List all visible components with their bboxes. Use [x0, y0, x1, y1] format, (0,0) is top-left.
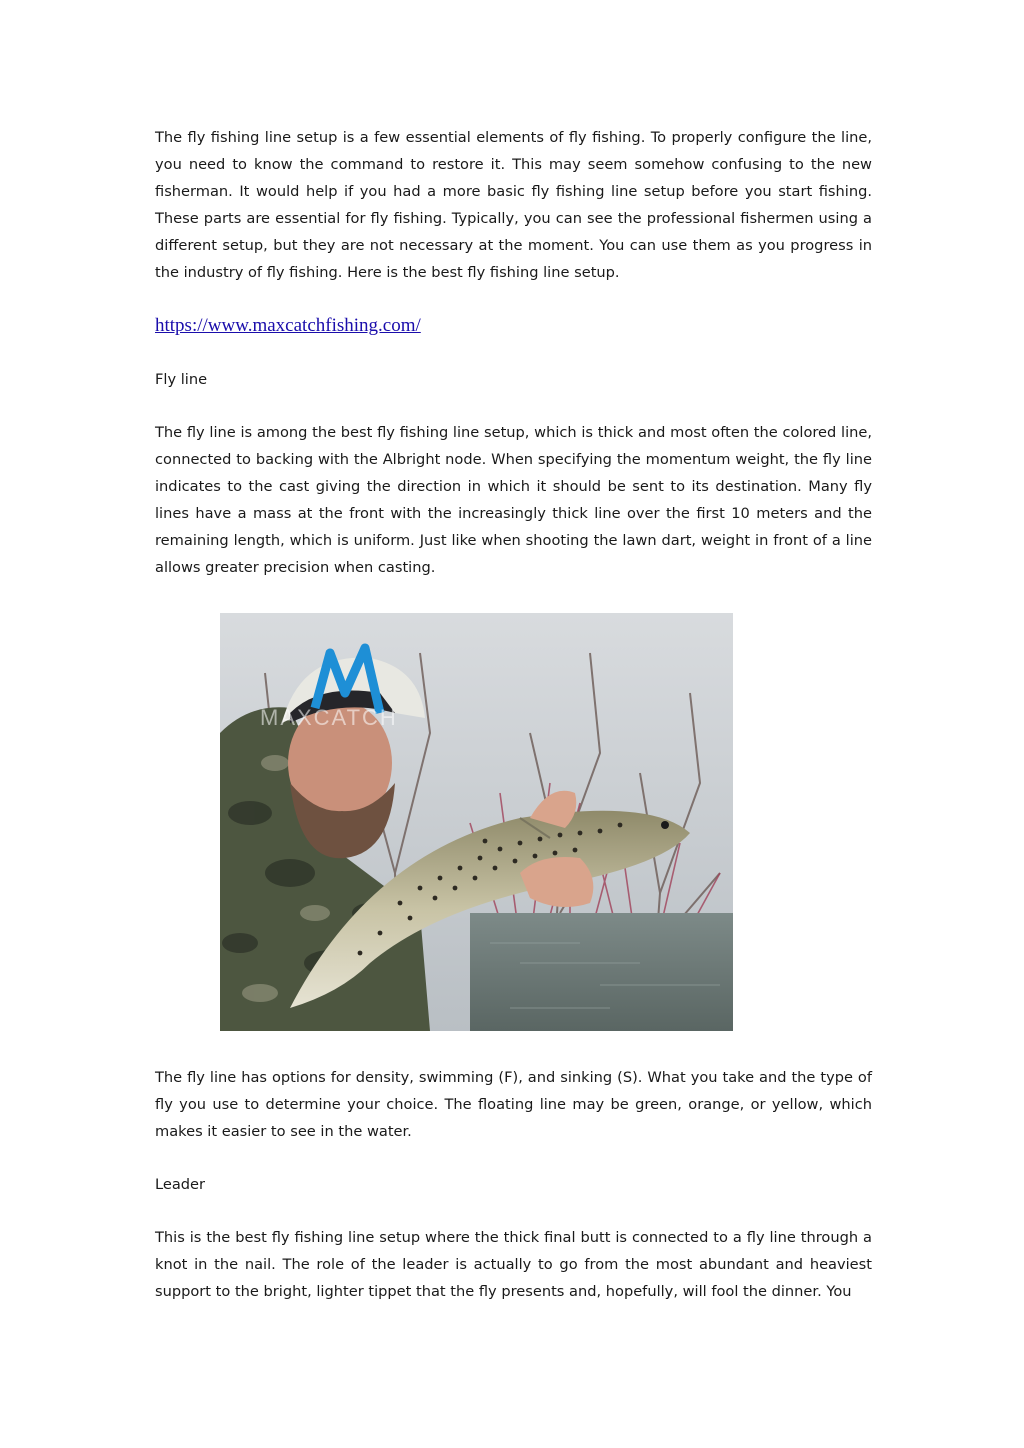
fisherman-trout-photo: [220, 613, 733, 1031]
maxcatch-link[interactable]: https://www.maxcatchfishing.com/: [155, 315, 421, 336]
fly-line-paragraph: The fly line is among the best fly fishing line setup, which is thick and most often the colored line, connected to backing with the Albright node. When specifying the momentum weight, the fly line indicates to the cast giving the direction in which it should be sent to its destination. Many fly lines have a mass at the front with the increasingly thick line over the first 10 meters and the remaining length, which is uniform. Just like when shooting the lawn dart, weight in front of a line allows greater precision when casting.: [155, 424, 872, 576]
intro-paragraph: The fly fishing line setup is a few essential elements of fly fishing. To properly configure the line, you need to know the command to restore it. This may seem somehow confusing to the new fisherman. It would help if you had a more basic fly fishing line setup before you start fishing. These parts are essential for fly fishing. Typically, you can see the professional fishermen using a different setup, but they are not necessary at the moment. You can use them as you progress in the industry of fly fishing. Here is the best fly fishing line setup.: [155, 129, 872, 281]
density-paragraph: The fly line has options for density, swimming (F), and sinking (S). What you take and the type of fly you use to determine your choice. The floating line may be green, orange, or yellow, which makes it easier to see in the water.: [155, 1069, 872, 1140]
photo-watermark: MAXCATCH: [260, 705, 398, 730]
heading-fly-line: Fly line: [155, 371, 208, 388]
heading-leader: Leader: [155, 1176, 206, 1193]
leader-paragraph: This is the best fly fishing line setup where the thick final butt is connected to a fly line through a knot in the nail. The role of the leader is actually to go from the most abundant and heaviest support to the bright, lighter tippet that the fly presents and, hopefully, will fool the dinner. You: [155, 1229, 872, 1300]
